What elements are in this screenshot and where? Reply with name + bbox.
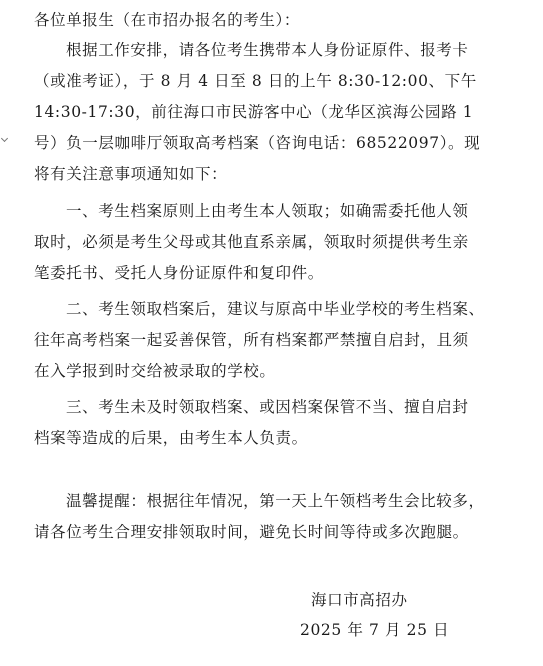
- paragraph1-line: （或准考证），于 8 月 4 日至 8 日的上午 8:30-12:00、下午: [34, 72, 477, 90]
- greeting: 各位单报生（在市招办报名的考生）：: [34, 11, 300, 29]
- item1-line: 一、考生档案原则上由考生本人领取；如确需委托他人领: [66, 202, 469, 220]
- reminder-line: 温馨提醒：根据往年情况，第一天上午领档考生会比较多，: [66, 492, 485, 510]
- item2-line: 往年高考档案一起妥善保管，所有档案都严禁擅自启封，且须: [34, 331, 469, 349]
- paragraph1-line: 将有关注意事项通知如下：: [34, 165, 228, 183]
- reminder-line: 请各位考生合理安排领取时间，避免长时间等待或多次跑腿。: [34, 523, 469, 541]
- signature-org: 海口市高招办: [311, 591, 408, 609]
- paragraph1-line: 14:30-17:30，前往海口市民游客中心（龙华区滨海公园路 1: [34, 103, 474, 121]
- item3-line: 三、考生未及时领取档案、或因档案保管不当、擅自启封: [66, 398, 469, 416]
- item2-line: 在入学报到时交给被录取的学校。: [34, 362, 276, 380]
- item1-line: 取时，必须是考生父母或其他直系亲属，领取时须提供考生亲: [34, 233, 469, 251]
- page-edge-mark-icon: [1, 135, 8, 142]
- paragraph1-line: 号）负一层咖啡厅领取高考档案（咨询电话：68522097）。现: [34, 134, 481, 152]
- item2-line: 二、考生领取档案后，建议与原高中毕业学校的考生档案、: [66, 300, 485, 318]
- paragraph1-line: 根据工作安排，请各位考生携带本人身份证原件、报考卡: [66, 41, 469, 59]
- item3-line: 档案等造成的后果，由考生本人负责。: [34, 429, 308, 447]
- signature-date: 2025 年 7 月 25 日: [300, 621, 450, 639]
- item1-line: 笔委托书、受托人身份证原件和复印件。: [34, 264, 324, 282]
